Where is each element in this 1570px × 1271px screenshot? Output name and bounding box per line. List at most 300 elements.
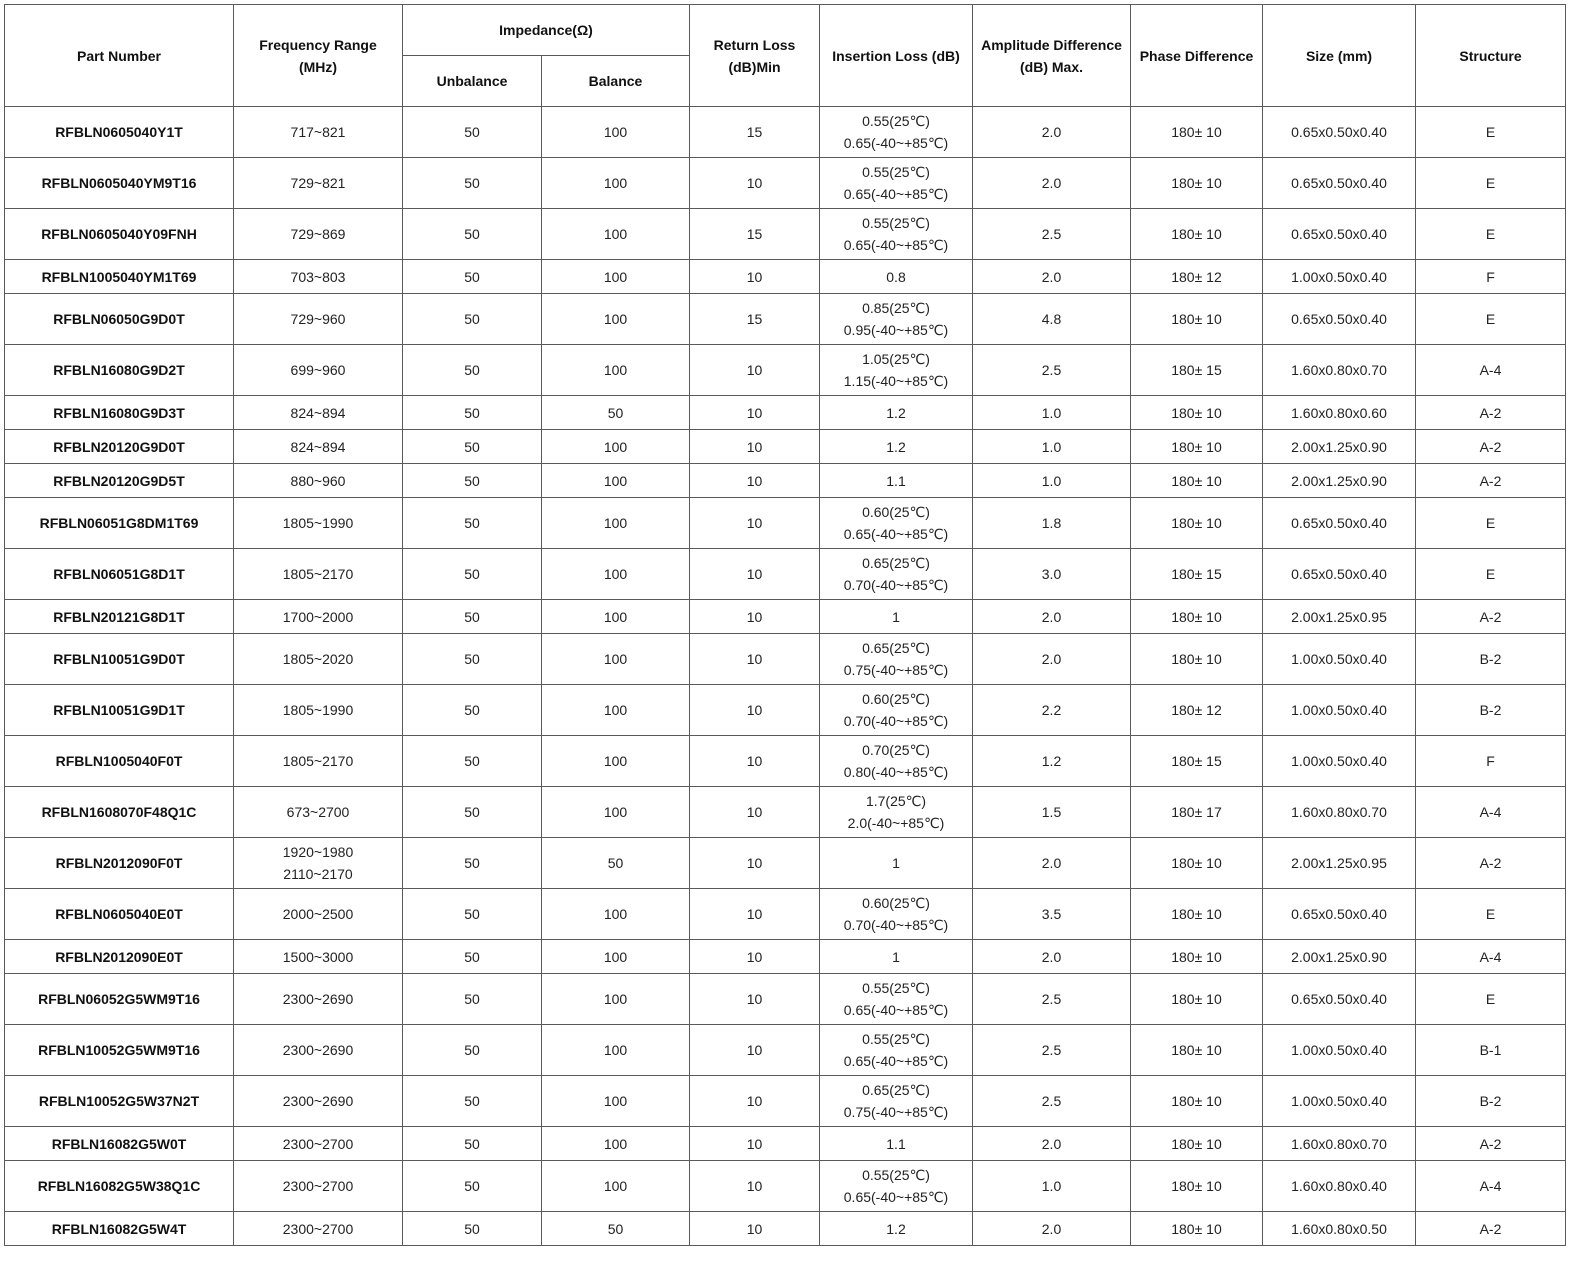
unbalance-cell: 50 bbox=[403, 634, 542, 685]
structure-cell: F bbox=[1416, 260, 1566, 294]
unbalance-cell: 50 bbox=[403, 736, 542, 787]
balance-cell: 100 bbox=[542, 260, 690, 294]
structure-cell: E bbox=[1416, 889, 1566, 940]
insertion-loss-cell bbox=[820, 396, 973, 430]
insertion-loss-cell-line: 2.0(-40~+85℃) bbox=[847, 815, 945, 831]
insertion-loss-cell bbox=[820, 345, 973, 396]
amplitude-difference-cell: 3.0 bbox=[973, 549, 1131, 600]
insertion-loss-cell bbox=[820, 1025, 973, 1076]
insertion-loss-cell-line: 0.70(-40~+85℃) bbox=[843, 577, 949, 593]
amplitude-difference-cell: 2.0 bbox=[973, 634, 1131, 685]
amplitude-difference-cell: 2.5 bbox=[973, 345, 1131, 396]
part-number-cell: RFBLN16082G5W0T bbox=[5, 1127, 234, 1161]
frequency-cell-line: 1700~2000 bbox=[282, 608, 354, 625]
return-loss-cell: 10 bbox=[690, 396, 820, 430]
frequency-cell-line: 1805~1990 bbox=[282, 702, 354, 718]
frequency-cell bbox=[234, 260, 403, 294]
part-number-cell: RFBLN06052G5WM9T16 bbox=[5, 974, 234, 1025]
table-row bbox=[5, 685, 1566, 736]
frequency-cell-line: 673~2700 bbox=[286, 804, 350, 820]
balance-cell: 100 bbox=[542, 736, 690, 787]
frequency-cell bbox=[234, 787, 403, 838]
structure-cell: A-4 bbox=[1416, 345, 1566, 396]
frequency-cell-line: 2300~2700 bbox=[282, 1135, 354, 1152]
frequency-cell bbox=[234, 294, 403, 345]
return-loss-cell: 10 bbox=[690, 498, 820, 549]
structure-cell: E bbox=[1416, 974, 1566, 1025]
amplitude-difference-cell: 1.2 bbox=[973, 736, 1131, 787]
insertion-loss-cell-line: 0.75(-40~+85℃) bbox=[843, 662, 949, 678]
frequency-cell bbox=[234, 430, 403, 464]
header-return-loss bbox=[690, 5, 820, 107]
unbalance-cell: 50 bbox=[403, 498, 542, 549]
structure-cell: B-2 bbox=[1416, 1076, 1566, 1127]
size-cell: 0.65x0.50x0.40 bbox=[1263, 498, 1416, 549]
part-number-cell: RFBLN06051G8D1T bbox=[5, 549, 234, 600]
amplitude-difference-cell: 2.2 bbox=[973, 685, 1131, 736]
phase-difference-cell: 180± 12 bbox=[1131, 260, 1263, 294]
unbalance-cell: 50 bbox=[403, 430, 542, 464]
part-number-cell: RFBLN10052G5W37N2T bbox=[5, 1076, 234, 1127]
phase-difference-cell: 180± 10 bbox=[1131, 838, 1263, 889]
frequency-cell bbox=[234, 889, 403, 940]
structure-cell: E bbox=[1416, 107, 1566, 158]
insertion-loss-cell bbox=[820, 889, 973, 940]
part-number-cell: RFBLN16080G9D2T bbox=[5, 345, 234, 396]
return-loss-cell: 10 bbox=[690, 464, 820, 498]
amplitude-difference-cell: 2.0 bbox=[973, 940, 1131, 974]
insertion-loss-cell bbox=[820, 787, 973, 838]
structure-cell: A-2 bbox=[1416, 1212, 1566, 1246]
header-frequency-range bbox=[234, 5, 403, 107]
size-cell: 1.60x0.80x0.60 bbox=[1263, 396, 1416, 430]
part-number-cell: RFBLN10051G9D1T bbox=[5, 685, 234, 736]
table-row bbox=[5, 396, 1566, 430]
table-row bbox=[5, 209, 1566, 260]
insertion-loss-cell-line: 0.65(-40~+85℃) bbox=[843, 135, 949, 151]
frequency-cell bbox=[234, 1127, 403, 1161]
return-loss-cell: 10 bbox=[690, 1076, 820, 1127]
header-amplitude-difference-unit: (dB) Max. bbox=[1020, 58, 1083, 75]
size-cell: 0.65x0.50x0.40 bbox=[1263, 107, 1416, 158]
amplitude-difference-cell: 1.5 bbox=[973, 787, 1131, 838]
frequency-cell-line: 2000~2500 bbox=[282, 906, 354, 922]
phase-difference-cell: 180± 10 bbox=[1131, 1076, 1263, 1127]
unbalance-cell: 50 bbox=[403, 940, 542, 974]
frequency-cell bbox=[234, 1025, 403, 1076]
frequency-cell-line: 1805~1990 bbox=[282, 515, 354, 531]
return-loss-cell: 10 bbox=[690, 787, 820, 838]
frequency-cell-line: 2300~2690 bbox=[282, 1093, 354, 1109]
table-row bbox=[5, 549, 1566, 600]
frequency-cell bbox=[234, 1076, 403, 1127]
frequency-cell bbox=[234, 498, 403, 549]
insertion-loss-cell bbox=[820, 464, 973, 498]
table-row bbox=[5, 294, 1566, 345]
balance-cell: 100 bbox=[542, 889, 690, 940]
frequency-cell-line: 2300~2690 bbox=[282, 1042, 354, 1058]
insertion-loss-cell-line: 0.70(-40~+85℃) bbox=[843, 713, 949, 729]
frequency-cell-line: 2300~2700 bbox=[282, 1220, 354, 1237]
return-loss-cell: 10 bbox=[690, 736, 820, 787]
structure-cell: A-2 bbox=[1416, 600, 1566, 634]
part-number-cell: RFBLN1005040F0T bbox=[5, 736, 234, 787]
balance-cell: 100 bbox=[542, 345, 690, 396]
frequency-cell bbox=[234, 209, 403, 260]
size-cell: 1.60x0.80x0.50 bbox=[1263, 1212, 1416, 1246]
unbalance-cell: 50 bbox=[403, 107, 542, 158]
phase-difference-cell: 180± 10 bbox=[1131, 294, 1263, 345]
part-number-cell: RFBLN0605040Y09FNH bbox=[5, 209, 234, 260]
return-loss-cell: 10 bbox=[690, 889, 820, 940]
insertion-loss-cell-line: 1 bbox=[892, 948, 900, 965]
structure-cell: F bbox=[1416, 736, 1566, 787]
size-cell: 0.65x0.50x0.40 bbox=[1263, 974, 1416, 1025]
size-cell: 0.65x0.50x0.40 bbox=[1263, 158, 1416, 209]
size-cell: 2.00x1.25x0.90 bbox=[1263, 464, 1416, 498]
unbalance-cell: 50 bbox=[403, 1212, 542, 1246]
header-frequency-range-line: Frequency Range bbox=[259, 36, 377, 53]
insertion-loss-cell-line: 1.1 bbox=[886, 472, 906, 489]
table-row bbox=[5, 1127, 1566, 1161]
frequency-cell bbox=[234, 940, 403, 974]
amplitude-difference-cell: 1.8 bbox=[973, 498, 1131, 549]
phase-difference-cell: 180± 10 bbox=[1131, 940, 1263, 974]
unbalance-cell: 50 bbox=[403, 1025, 542, 1076]
phase-difference-cell: 180± 17 bbox=[1131, 787, 1263, 838]
amplitude-difference-cell: 2.0 bbox=[973, 1127, 1131, 1161]
frequency-cell bbox=[234, 549, 403, 600]
frequency-cell-line: 1805~2020 bbox=[282, 651, 354, 667]
amplitude-difference-cell: 2.5 bbox=[973, 974, 1131, 1025]
insertion-loss-cell-line: 0.65(-40~+85℃) bbox=[843, 1002, 949, 1018]
frequency-cell-line: 729~821 bbox=[290, 175, 346, 191]
size-cell: 0.65x0.50x0.40 bbox=[1263, 294, 1416, 345]
insertion-loss-cell bbox=[820, 634, 973, 685]
unbalance-cell: 50 bbox=[403, 209, 542, 260]
amplitude-difference-cell: 2.0 bbox=[973, 158, 1131, 209]
size-cell: 1.60x0.80x0.40 bbox=[1263, 1161, 1416, 1212]
part-number-cell: RFBLN20120G9D5T bbox=[5, 464, 234, 498]
table-row bbox=[5, 787, 1566, 838]
structure-cell: E bbox=[1416, 498, 1566, 549]
size-cell: 1.00x0.50x0.40 bbox=[1263, 634, 1416, 685]
amplitude-difference-cell: 2.5 bbox=[973, 1076, 1131, 1127]
insertion-loss-cell-line: 0.70(-40~+85℃) bbox=[843, 917, 949, 933]
part-number-cell: RFBLN2012090E0T bbox=[5, 940, 234, 974]
insertion-loss-cell-line: 0.65(25℃) bbox=[862, 555, 930, 571]
balance-cell: 100 bbox=[542, 1076, 690, 1127]
structure-cell: A-4 bbox=[1416, 787, 1566, 838]
insertion-loss-cell-line: 1 bbox=[892, 608, 900, 625]
frequency-cell-line: 2110~2170 bbox=[283, 866, 353, 882]
part-number-cell: RFBLN16082G5W4T bbox=[5, 1212, 234, 1246]
insertion-loss-cell-line: 1.2 bbox=[886, 404, 906, 421]
size-cell: 2.00x1.25x0.95 bbox=[1263, 600, 1416, 634]
unbalance-cell: 50 bbox=[403, 838, 542, 889]
table-row bbox=[5, 1212, 1566, 1246]
size-cell: 1.60x0.80x0.70 bbox=[1263, 1127, 1416, 1161]
header-unbalance: Unbalance bbox=[403, 56, 542, 107]
size-cell: 1.00x0.50x0.40 bbox=[1263, 1076, 1416, 1127]
amplitude-difference-cell: 3.5 bbox=[973, 889, 1131, 940]
insertion-loss-cell-line: 1 bbox=[892, 855, 900, 871]
table-row bbox=[5, 1076, 1566, 1127]
phase-difference-cell: 180± 10 bbox=[1131, 430, 1263, 464]
insertion-loss-cell-line: 0.55(25℃) bbox=[862, 1031, 930, 1047]
table-row bbox=[5, 974, 1566, 1025]
phase-difference-cell: 180± 10 bbox=[1131, 974, 1263, 1025]
insertion-loss-cell-line: 0.55(25℃) bbox=[862, 1167, 930, 1183]
balance-cell: 100 bbox=[542, 685, 690, 736]
part-number-cell: RFBLN06050G9D0T bbox=[5, 294, 234, 345]
insertion-loss-cell-line: 0.55(25℃) bbox=[862, 164, 930, 180]
amplitude-difference-cell: 2.5 bbox=[973, 1025, 1131, 1076]
insertion-loss-cell-line: 0.60(25℃) bbox=[862, 895, 930, 911]
table-body bbox=[5, 107, 1566, 1246]
amplitude-difference-cell: 2.0 bbox=[973, 600, 1131, 634]
size-cell: 0.65x0.50x0.40 bbox=[1263, 889, 1416, 940]
unbalance-cell: 50 bbox=[403, 685, 542, 736]
insertion-loss-cell bbox=[820, 838, 973, 889]
insertion-loss-cell-line: 1.1 bbox=[886, 1135, 906, 1152]
phase-difference-cell: 180± 15 bbox=[1131, 345, 1263, 396]
frequency-cell bbox=[234, 107, 403, 158]
balance-cell: 100 bbox=[542, 634, 690, 685]
return-loss-cell: 10 bbox=[690, 430, 820, 464]
header-amplitude-difference-line: Amplitude Difference bbox=[981, 36, 1122, 53]
insertion-loss-cell bbox=[820, 294, 973, 345]
insertion-loss-cell-line: 0.70(25℃) bbox=[862, 742, 930, 758]
part-number-cell: RFBLN20121G8D1T bbox=[5, 600, 234, 634]
return-loss-cell: 10 bbox=[690, 1127, 820, 1161]
size-cell: 0.65x0.50x0.40 bbox=[1263, 209, 1416, 260]
amplitude-difference-cell: 4.8 bbox=[973, 294, 1131, 345]
size-cell: 2.00x1.25x0.90 bbox=[1263, 940, 1416, 974]
amplitude-difference-cell: 1.0 bbox=[973, 396, 1131, 430]
balance-cell: 100 bbox=[542, 600, 690, 634]
frequency-cell-line: 699~960 bbox=[290, 362, 346, 378]
phase-difference-cell: 180± 12 bbox=[1131, 685, 1263, 736]
unbalance-cell: 50 bbox=[403, 600, 542, 634]
structure-cell: B-1 bbox=[1416, 1025, 1566, 1076]
phase-difference-cell: 180± 10 bbox=[1131, 1212, 1263, 1246]
size-cell: 1.60x0.80x0.70 bbox=[1263, 345, 1416, 396]
part-number-cell: RFBLN0605040YM9T16 bbox=[5, 158, 234, 209]
frequency-cell-line: 824~894 bbox=[290, 404, 346, 421]
insertion-loss-cell bbox=[820, 1127, 973, 1161]
structure-cell: A-2 bbox=[1416, 838, 1566, 889]
amplitude-difference-cell: 2.0 bbox=[973, 260, 1131, 294]
insertion-loss-cell-line: 1.2 bbox=[886, 438, 906, 455]
phase-difference-cell: 180± 10 bbox=[1131, 1127, 1263, 1161]
part-number-cell: RFBLN2012090F0T bbox=[5, 838, 234, 889]
balance-cell: 100 bbox=[542, 787, 690, 838]
insertion-loss-cell-line: 0.65(-40~+85℃) bbox=[843, 526, 949, 542]
size-cell: 1.60x0.80x0.70 bbox=[1263, 787, 1416, 838]
insertion-loss-cell-line: 0.95(-40~+85℃) bbox=[843, 322, 949, 338]
insertion-loss-cell-line: 0.65(-40~+85℃) bbox=[843, 237, 949, 253]
header-impedance: Impedance(Ω) bbox=[403, 5, 690, 56]
structure-cell: A-2 bbox=[1416, 1127, 1566, 1161]
header-balance: Balance bbox=[542, 56, 690, 107]
insertion-loss-cell-line: 0.55(25℃) bbox=[862, 980, 930, 996]
return-loss-cell: 10 bbox=[690, 1212, 820, 1246]
insertion-loss-cell-line: 0.55(25℃) bbox=[862, 113, 930, 129]
table-row bbox=[5, 260, 1566, 294]
balance-cell: 100 bbox=[542, 974, 690, 1025]
size-cell: 1.00x0.50x0.40 bbox=[1263, 736, 1416, 787]
unbalance-cell: 50 bbox=[403, 787, 542, 838]
insertion-loss-cell bbox=[820, 940, 973, 974]
unbalance-cell: 50 bbox=[403, 974, 542, 1025]
structure-cell: E bbox=[1416, 549, 1566, 600]
table-row bbox=[5, 634, 1566, 685]
frequency-cell-line: 2300~2700 bbox=[282, 1178, 354, 1194]
unbalance-cell: 50 bbox=[403, 345, 542, 396]
structure-cell: A-2 bbox=[1416, 464, 1566, 498]
frequency-cell bbox=[234, 600, 403, 634]
phase-difference-cell: 180± 10 bbox=[1131, 634, 1263, 685]
return-loss-cell: 10 bbox=[690, 1025, 820, 1076]
insertion-loss-cell-line: 0.80(-40~+85℃) bbox=[843, 764, 949, 780]
insertion-loss-cell bbox=[820, 1161, 973, 1212]
balance-cell: 50 bbox=[542, 396, 690, 430]
unbalance-cell: 50 bbox=[403, 889, 542, 940]
table-row bbox=[5, 430, 1566, 464]
phase-difference-cell: 180± 15 bbox=[1131, 549, 1263, 600]
amplitude-difference-cell: 1.0 bbox=[973, 1161, 1131, 1212]
phase-difference-cell: 180± 15 bbox=[1131, 736, 1263, 787]
header-phase-difference: Phase Difference bbox=[1131, 5, 1263, 107]
unbalance-cell: 50 bbox=[403, 1076, 542, 1127]
return-loss-cell: 10 bbox=[690, 685, 820, 736]
unbalance-cell: 50 bbox=[403, 396, 542, 430]
phase-difference-cell: 180± 10 bbox=[1131, 396, 1263, 430]
balance-cell: 50 bbox=[542, 838, 690, 889]
insertion-loss-cell-line: 0.75(-40~+85℃) bbox=[843, 1104, 949, 1120]
structure-cell: B-2 bbox=[1416, 685, 1566, 736]
insertion-loss-cell bbox=[820, 736, 973, 787]
structure-cell: A-4 bbox=[1416, 1161, 1566, 1212]
insertion-loss-cell-line: 1.2 bbox=[886, 1220, 906, 1237]
insertion-loss-cell-line: 1.05(25℃) bbox=[862, 351, 930, 367]
unbalance-cell: 50 bbox=[403, 464, 542, 498]
return-loss-cell: 10 bbox=[690, 549, 820, 600]
size-cell: 1.00x0.50x0.40 bbox=[1263, 685, 1416, 736]
table-row bbox=[5, 1025, 1566, 1076]
balance-cell: 100 bbox=[542, 498, 690, 549]
unbalance-cell: 50 bbox=[403, 294, 542, 345]
balance-cell: 100 bbox=[542, 107, 690, 158]
insertion-loss-cell bbox=[820, 1212, 973, 1246]
frequency-cell-line: 1500~3000 bbox=[282, 948, 354, 965]
unbalance-cell: 50 bbox=[403, 1161, 542, 1212]
balance-cell: 100 bbox=[542, 294, 690, 345]
frequency-cell bbox=[234, 838, 403, 889]
header-amplitude-difference bbox=[973, 5, 1131, 107]
return-loss-cell: 15 bbox=[690, 107, 820, 158]
return-loss-cell: 10 bbox=[690, 158, 820, 209]
table-row bbox=[5, 889, 1566, 940]
table-row bbox=[5, 1161, 1566, 1212]
phase-difference-cell: 180± 10 bbox=[1131, 209, 1263, 260]
table-row bbox=[5, 838, 1566, 889]
return-loss-cell: 10 bbox=[690, 1161, 820, 1212]
header-size: Size (mm) bbox=[1263, 5, 1416, 107]
frequency-cell bbox=[234, 396, 403, 430]
return-loss-cell: 10 bbox=[690, 260, 820, 294]
part-number-cell: RFBLN20120G9D0T bbox=[5, 430, 234, 464]
header-part-number: Part Number bbox=[5, 5, 234, 107]
part-number-cell: RFBLN10051G9D0T bbox=[5, 634, 234, 685]
phase-difference-cell: 180± 10 bbox=[1131, 464, 1263, 498]
phase-difference-cell: 180± 10 bbox=[1131, 1161, 1263, 1212]
size-cell: 0.65x0.50x0.40 bbox=[1263, 549, 1416, 600]
part-number-cell: RFBLN16080G9D3T bbox=[5, 396, 234, 430]
frequency-cell bbox=[234, 736, 403, 787]
frequency-cell-line: 824~894 bbox=[290, 438, 346, 455]
phase-difference-cell: 180± 10 bbox=[1131, 158, 1263, 209]
return-loss-cell: 15 bbox=[690, 294, 820, 345]
balance-cell: 100 bbox=[542, 1127, 690, 1161]
header-insertion-loss: Insertion Loss (dB) bbox=[820, 5, 973, 107]
balance-cell: 100 bbox=[542, 940, 690, 974]
amplitude-difference-cell: 2.0 bbox=[973, 1212, 1131, 1246]
frequency-cell bbox=[234, 1161, 403, 1212]
insertion-loss-cell-line: 0.65(-40~+85℃) bbox=[843, 186, 949, 202]
part-number-cell: RFBLN16082G5W38Q1C bbox=[5, 1161, 234, 1212]
part-number-cell: RFBLN06051G8DM1T69 bbox=[5, 498, 234, 549]
insertion-loss-cell-line: 0.8 bbox=[886, 268, 906, 285]
part-number-cell: RFBLN0605040E0T bbox=[5, 889, 234, 940]
frequency-cell-line: 880~960 bbox=[290, 472, 346, 489]
frequency-cell bbox=[234, 974, 403, 1025]
insertion-loss-cell bbox=[820, 158, 973, 209]
table-row bbox=[5, 464, 1566, 498]
insertion-loss-cell-line: 0.60(25℃) bbox=[862, 504, 930, 520]
balance-cell: 100 bbox=[542, 1161, 690, 1212]
frequency-cell bbox=[234, 685, 403, 736]
table-row bbox=[5, 345, 1566, 396]
insertion-loss-cell bbox=[820, 974, 973, 1025]
insertion-loss-cell bbox=[820, 685, 973, 736]
amplitude-difference-cell: 1.0 bbox=[973, 464, 1131, 498]
return-loss-cell: 10 bbox=[690, 634, 820, 685]
amplitude-difference-cell: 2.0 bbox=[973, 838, 1131, 889]
part-number-cell: RFBLN10052G5WM9T16 bbox=[5, 1025, 234, 1076]
structure-cell: A-4 bbox=[1416, 940, 1566, 974]
insertion-loss-cell bbox=[820, 260, 973, 294]
header-return-loss-unit: (dB)Min bbox=[728, 58, 781, 75]
balance-cell: 100 bbox=[542, 209, 690, 260]
return-loss-cell: 10 bbox=[690, 838, 820, 889]
structure-cell: A-2 bbox=[1416, 396, 1566, 430]
balance-cell: 100 bbox=[542, 464, 690, 498]
insertion-loss-cell bbox=[820, 549, 973, 600]
phase-difference-cell: 180± 10 bbox=[1131, 600, 1263, 634]
amplitude-difference-cell: 1.0 bbox=[973, 430, 1131, 464]
structure-cell: E bbox=[1416, 294, 1566, 345]
balance-cell: 100 bbox=[542, 430, 690, 464]
balance-cell: 100 bbox=[542, 549, 690, 600]
phase-difference-cell: 180± 10 bbox=[1131, 889, 1263, 940]
phase-difference-cell: 180± 10 bbox=[1131, 107, 1263, 158]
table-row bbox=[5, 940, 1566, 974]
unbalance-cell: 50 bbox=[403, 158, 542, 209]
amplitude-difference-cell: 2.0 bbox=[973, 107, 1131, 158]
insertion-loss-cell-line: 0.55(25℃) bbox=[862, 215, 930, 231]
